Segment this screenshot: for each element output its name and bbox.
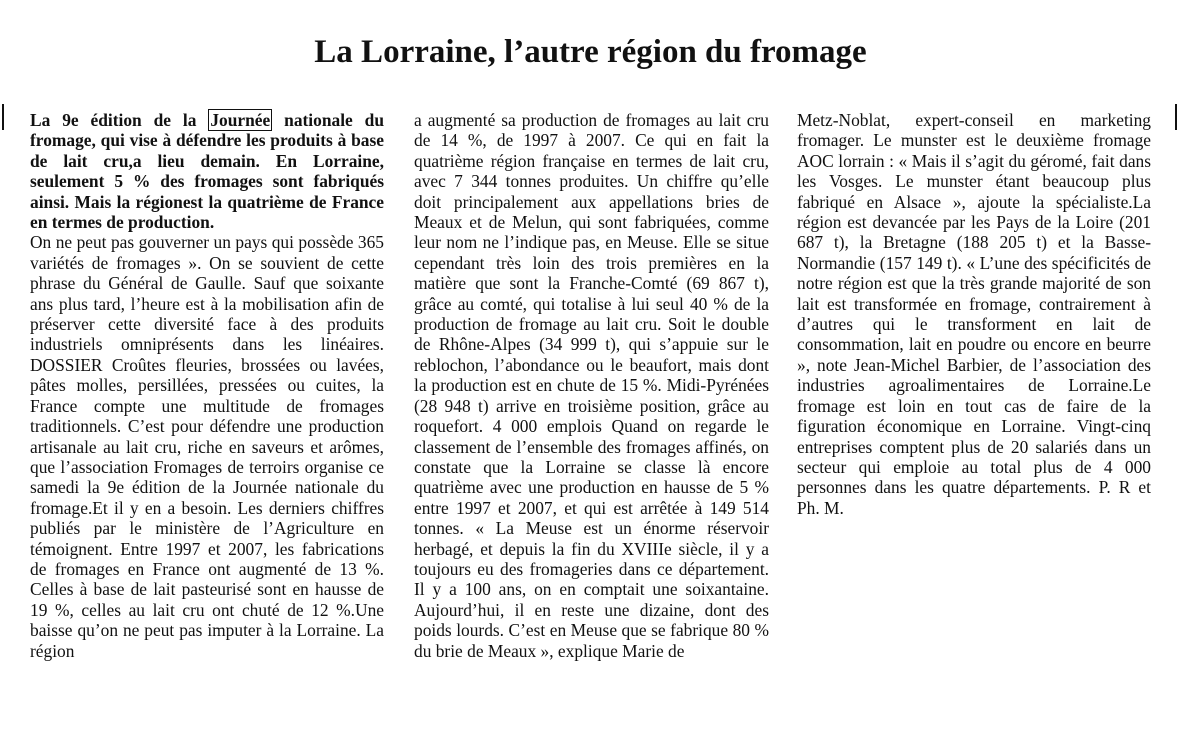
column-2-body: a augmenté sa production de fromages au lait cru de 14 %, de 1997 à 2007. Ce qui en fait la quatrième région française en termes de lait cru, avec 7 344 tonnes produites. Un chiffre qu’elle doit principalement aux appellations bries de Meaux et de Melun, qui sont fabriquées, comme leur nom ne l’indique pas, en Meuse. Elle se situe cependant très loin des trois premières en la matière que sont la Franche-Comté (69 867 t), grâce au comté, qui totalise à lui seul 40 % de la production de fromage au lait cru. Soit le double de Rhône-Alpes (34 999 t), qui s’appuie sur le reblochon, l’abondance ou le beaufort, mais dont la production est en chute de 15 %. Midi-Pyrénées (28 948 t) arrive en troisième position, grâce au roquefort. 4 000 emplois Quand on regarde le classement de l’ensemble des fromages affinés, on constate que la Lorraine se classe là encore quatrième avec une production en hausse de 5 % entre 1997 et 2007, et qui est arrêtée à 149 514 tonnes. « La Meuse est un énorme réservoir herbagé, et depuis la fin du XVIIIe siècle, il y a toujours eu des fromageries dans ce département. Il y a 100 ans, on en comptait une soixantaine. Aujourd’hui, il en reste une dizaine, dont des poids lourds. C’est en Meuse que se fabrique 80 % du brie de Meaux », explique Marie de <box>414 110 769 661</box>
lead-text-end: nationale du fromage, qui vise à défendre les produits à base de lait cru,a lieu demain. En Lorraine, seulement 5 % des fromages sont fabriqués ainsi. Mais la régionest la quatrième de France en termes de production. <box>30 110 384 233</box>
column-3-body: Metz-Noblat, expert-conseil en marketing fromager. Le munster est le deuxième fromage AOC lorrain : « Mais il s’agit du géromé, fait dans les Vosges. Le munster étant beaucoup plus fabriqué en Alsace », ajoute la spécialiste.La région est devancée par les Pays de la Loire (201 687 t), la Bretagne (188 205 t) et la Basse-Normandie (157 149 t). « L’une des spécificités de notre région est que la très grande majorité de son lait est transformée en fromage, contrairement à d’autres qui le transforment en lait de consommation, lait en poudre ou encore en beurre », note Jean-Michel Barbier, de l’association des industries agroalimentaires de Lorraine.Le fromage est loin en tout cas de faire de la figuration économique en Lorraine. Vingt-cinq entreprises comptent plus de 20 salariés dans un secteur qui emploie au total plus de 4 000 personnes dans les quatre départements. P. R et Ph. M. <box>797 110 1151 518</box>
lead-boxed-word: Journée <box>210 110 271 130</box>
article-column-2 <box>414 110 769 661</box>
article-title: La Lorraine, l’autre région du fromage <box>314 34 867 70</box>
left-column-rule <box>2 104 4 130</box>
article-column-3 <box>797 110 1151 518</box>
right-column-rule <box>1175 104 1177 130</box>
article-column-1 <box>30 110 384 661</box>
article-lead <box>30 110 384 232</box>
column-1-body: On ne peut pas gouverner un pays qui possède 365 variétés de fromages ». On se souvient de cette phrase du Général de Gaulle. Sauf que soixante ans plus tard, l’heure est à la mobilisation afin de préserver cette diversité face à des produits industriels omniprésents dans les linéaires. DOSSIER Croûtes fleuries, brossées ou lavées, pâtes molles, persillées, pressées ou cuites, la France compte une multitude de fromages traditionnels. C’est pour défendre une production artisanale au lait cru, riche en saveurs et arômes, que l’association Fromages de terroirs organise ce samedi la 9e édition de la Journée nationale du fromage.Et il y en a besoin. Les derniers chiffres publiés par le ministère de l’Agriculture en témoignent. Entre 1997 et 2007, les fabrications de fromages en France ont augmenté de 13 %. Celles à base de lait pasteurisé sont en hausse de 19 %, celles au lait cru ont chuté de 12 %.Une baisse qu’on ne peut pas imputer à la Lorraine. La région <box>30 232 384 661</box>
lead-text-start: La 9e édition de la <box>30 110 209 130</box>
